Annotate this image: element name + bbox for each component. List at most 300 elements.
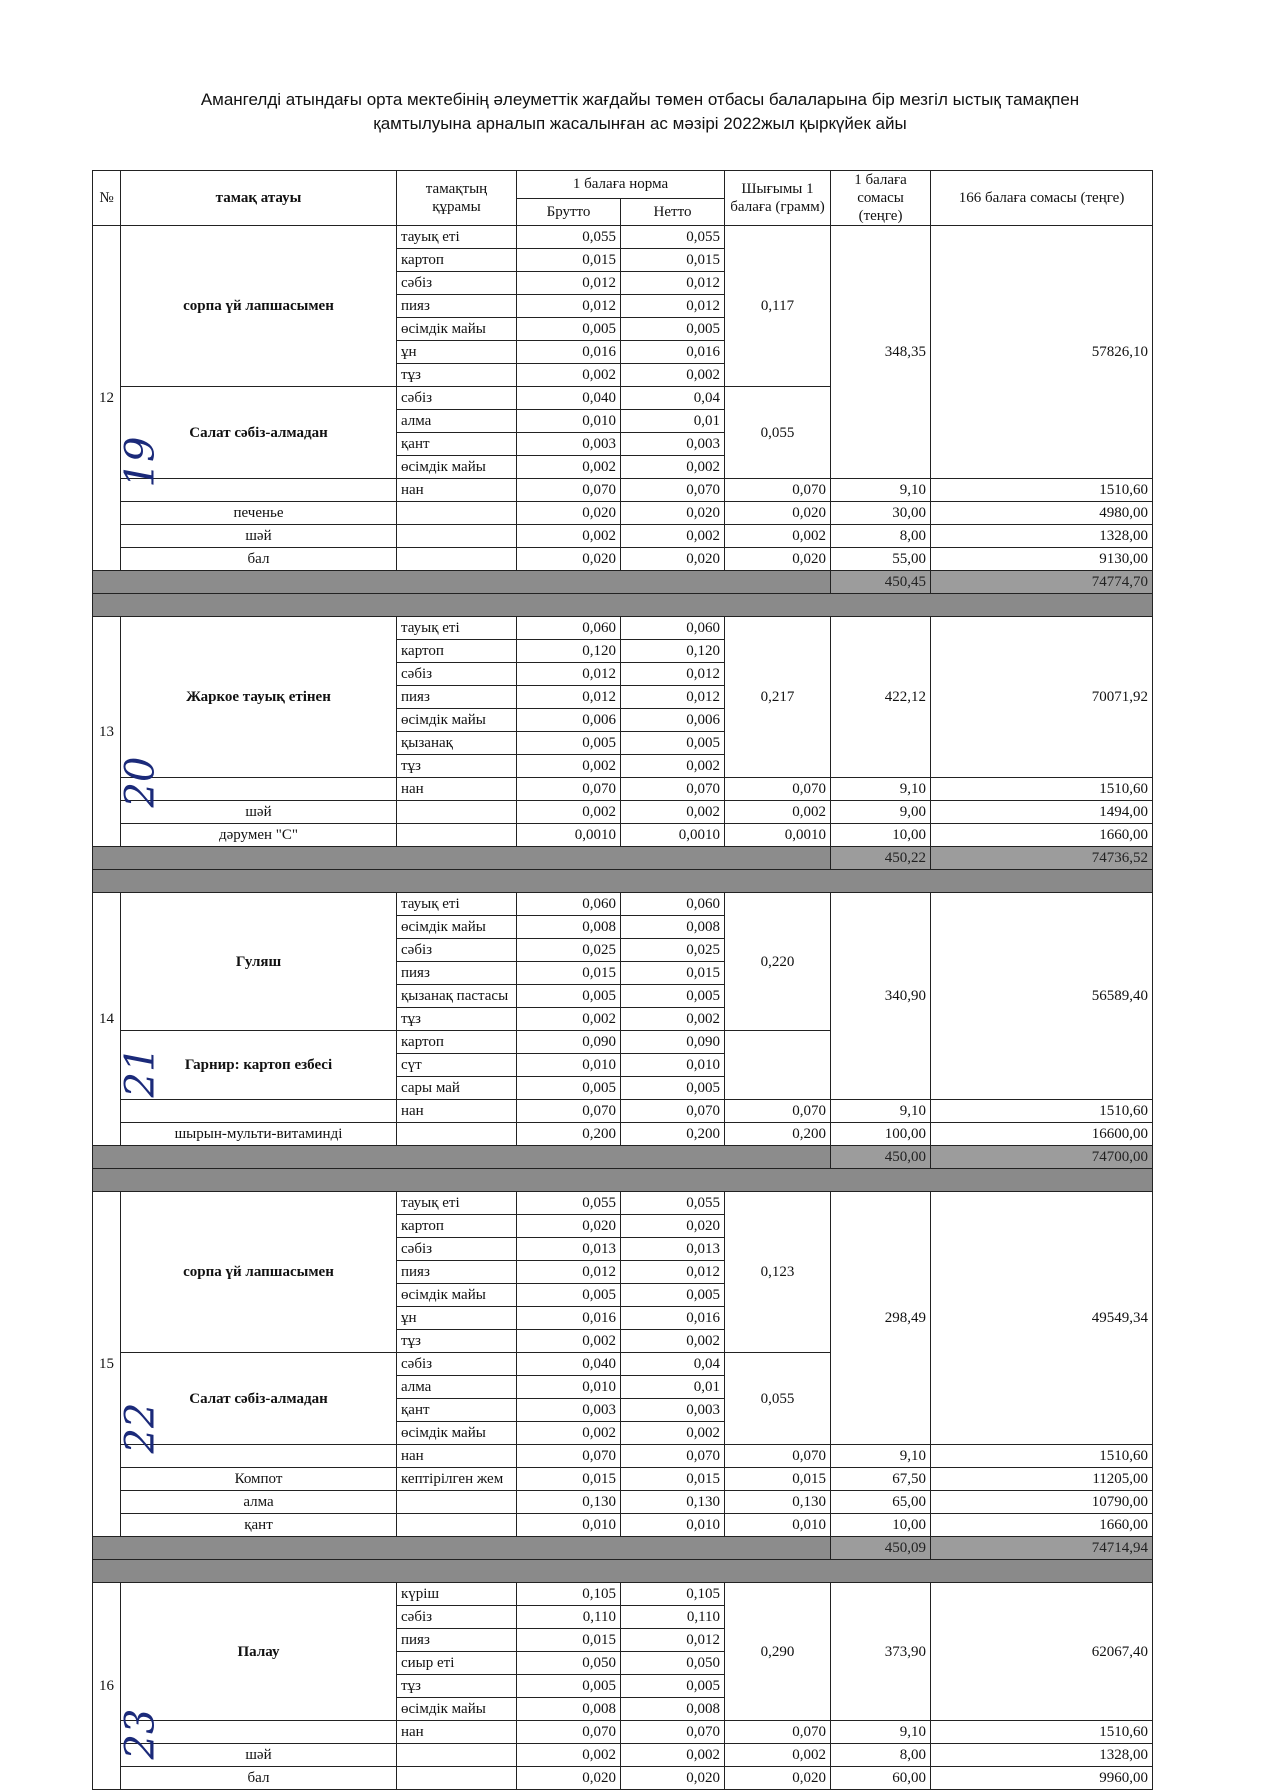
brutto-value: 0,006 [517,709,621,732]
brutto-value: 0,010 [517,1054,621,1077]
netto-value: 0,005 [621,1077,725,1100]
netto-value: 0,120 [621,640,725,663]
ingredient-name: өсімдік майы [397,709,517,732]
netto-value: 0,003 [621,1399,725,1422]
handwritten-day-mark: 19 [116,436,163,488]
netto-value: 0,006 [621,709,725,732]
netto-value: 0,016 [621,1307,725,1330]
extra-item-name [121,1100,397,1123]
extra-item-name: печенье [121,502,397,525]
netto-value: 0,015 [621,249,725,272]
brutto-value: 0,016 [517,1307,621,1330]
extra-item-name: шәй [121,1744,397,1767]
brutto-value: 0,0010 [517,824,621,847]
day-number: 16 [93,1583,121,1790]
brutto-value: 0,002 [517,755,621,778]
netto-value: 0,013 [621,1238,725,1261]
price-166-value: 1328,00 [931,1744,1153,1767]
day-separator [93,870,1153,893]
dish-output: 0,123 [725,1192,831,1353]
dish-name: сорпа үй лапшасымен [121,1192,397,1353]
day-number: 15 [93,1192,121,1537]
extra-item-composition [397,801,517,824]
dish-name: Гуляш [121,893,397,1031]
dish-name: Салат сәбіз-алмадан [121,1353,397,1445]
dish-price-1: 298,49 [831,1192,931,1445]
netto-value: 0,060 [621,617,725,640]
ingredient-name: тауық еті [397,617,517,640]
menu-table [92,170,1153,1790]
total-blank [93,847,831,870]
netto-value: 0,002 [621,1008,725,1031]
dish-output: 0,290 [725,1583,831,1721]
extra-item-composition [397,1767,517,1790]
extra-item-name: шәй [121,801,397,824]
handwritten-day-mark: 20 [116,756,163,808]
netto-value: 0,012 [621,272,725,295]
netto-value: 0,005 [621,1284,725,1307]
netto-value: 0,110 [621,1606,725,1629]
netto-value: 0,002 [621,456,725,479]
header-row-1 [93,171,1153,199]
brutto-value: 0,055 [517,1192,621,1215]
extra-item-row [93,1721,1153,1744]
output-value: 0,0010 [725,824,831,847]
price-166-value: 11205,00 [931,1468,1153,1491]
brutto-value: 0,050 [517,1652,621,1675]
brutto-value: 0,010 [517,410,621,433]
netto-value: 0,020 [621,502,725,525]
netto-value: 0,016 [621,341,725,364]
brutto-value: 0,005 [517,985,621,1008]
ingredient-name: сиыр еті [397,1652,517,1675]
extra-item-composition [397,1123,517,1146]
brutto-value: 0,070 [517,778,621,801]
extra-item-name: алма [121,1491,397,1514]
brutto-value: 0,005 [517,732,621,755]
brutto-value: 0,015 [517,249,621,272]
brutto-value: 0,060 [517,617,621,640]
extra-item-composition: нан [397,1445,517,1468]
composition-row [93,617,1153,640]
netto-value: 0,050 [621,1652,725,1675]
output-value: 0,020 [725,1767,831,1790]
ingredient-name: тұз [397,364,517,387]
brutto-value: 0,015 [517,1468,621,1491]
price-166-value: 9960,00 [931,1767,1153,1790]
day-total-price-1: 450,45 [831,571,931,594]
day-total-price-166: 74700,00 [931,1146,1153,1169]
brutto-value: 0,008 [517,916,621,939]
extra-item-composition [397,1744,517,1767]
netto-value: 0,130 [621,1491,725,1514]
netto-value: 0,012 [621,1261,725,1284]
price-1-value: 100,00 [831,1123,931,1146]
netto-value: 0,070 [621,1100,725,1123]
extra-item-composition [397,1491,517,1514]
ingredient-name: өсімдік майы [397,916,517,939]
col-header-name: тамақ атауы [121,171,397,226]
netto-value: 0,090 [621,1031,725,1054]
netto-value: 0,01 [621,1376,725,1399]
extra-item-composition: нан [397,1100,517,1123]
extra-item-name: бал [121,548,397,571]
brutto-value: 0,120 [517,640,621,663]
brutto-value: 0,002 [517,1422,621,1445]
netto-value: 0,015 [621,962,725,985]
separator-cell [93,1560,1153,1583]
netto-value: 0,005 [621,732,725,755]
total-blank [93,1146,831,1169]
extra-item-composition [397,525,517,548]
netto-value: 0,012 [621,686,725,709]
price-166-value: 1494,00 [931,801,1153,824]
netto-value: 0,002 [621,525,725,548]
dish-price-1: 348,35 [831,226,931,479]
netto-value: 0,020 [621,1767,725,1790]
extra-item-row [93,1100,1153,1123]
brutto-value: 0,005 [517,1077,621,1100]
ingredient-name: сәбіз [397,387,517,410]
ingredient-name: тұз [397,1675,517,1698]
col-header-brutto: Брутто [517,198,621,226]
price-166-value: 1510,60 [931,778,1153,801]
ingredient-name: сәбіз [397,1353,517,1376]
extra-item-row [93,548,1153,571]
netto-value: 0,01 [621,410,725,433]
ingredient-name: пияз [397,1261,517,1284]
day-separator [93,594,1153,617]
netto-value: 0,010 [621,1514,725,1537]
document-title-line-1: Амангелді атындағы орта мектебінің әлеуметтік жағдайы төмен отбасы балаларына бір мезгіл ыстық тамақпен [200,90,1080,109]
netto-value: 0,010 [621,1054,725,1077]
price-1-value: 55,00 [831,548,931,571]
brutto-value: 0,090 [517,1031,621,1054]
netto-value: 0,070 [621,479,725,502]
composition-row [93,1583,1153,1606]
col-header-price-166: 166 балаға сомасы (теңге) [931,171,1153,226]
separator-cell [93,1169,1153,1192]
menu-table-body [93,226,1153,1790]
extra-item-name: бал [121,1767,397,1790]
dish-name: Жаркое тауық етінен [121,617,397,778]
netto-value: 0,105 [621,1583,725,1606]
ingredient-name: қызанақ [397,732,517,755]
price-1-value: 9,10 [831,1721,931,1744]
day-total-row [93,571,1153,594]
extra-item-row [93,1514,1153,1537]
netto-value: 0,002 [621,801,725,824]
ingredient-name: сәбіз [397,272,517,295]
price-166-value: 9130,00 [931,548,1153,571]
dish-price-1: 422,12 [831,617,931,778]
extra-item-row [93,1123,1153,1146]
output-value: 0,020 [725,548,831,571]
output-value: 0,070 [725,1721,831,1744]
handwritten-day-mark: 22 [116,1402,163,1454]
netto-value: 0,04 [621,387,725,410]
brutto-value: 0,012 [517,663,621,686]
brutto-value: 0,200 [517,1123,621,1146]
brutto-value: 0,012 [517,272,621,295]
composition-row [93,1192,1153,1215]
ingredient-name: тауық еті [397,893,517,916]
extra-item-composition [397,502,517,525]
price-166-value: 1328,00 [931,525,1153,548]
netto-value: 0,005 [621,318,725,341]
price-166-value: 1510,60 [931,479,1153,502]
ingredient-name: өсімдік майы [397,1698,517,1721]
extra-item-row [93,1744,1153,1767]
netto-value: 0,055 [621,226,725,249]
ingredient-name: тұз [397,755,517,778]
price-1-value: 8,00 [831,525,931,548]
output-value: 0,002 [725,801,831,824]
day-total-row [93,847,1153,870]
ingredient-name: картоп [397,249,517,272]
extra-item-row [93,824,1153,847]
price-1-value: 9,00 [831,801,931,824]
day-separator [93,1560,1153,1583]
extra-item-row [93,801,1153,824]
brutto-value: 0,070 [517,1445,621,1468]
ingredient-name: қант [397,1399,517,1422]
extra-item-composition: нан [397,778,517,801]
col-header-output: Шығымы 1 балаға (грамм) [725,171,831,226]
day-total-price-1: 450,09 [831,1537,931,1560]
brutto-value: 0,040 [517,387,621,410]
day-separator [93,1169,1153,1192]
output-value: 0,002 [725,1744,831,1767]
brutto-value: 0,012 [517,686,621,709]
brutto-value: 0,002 [517,1008,621,1031]
price-1-value: 65,00 [831,1491,931,1514]
brutto-value: 0,015 [517,1629,621,1652]
netto-value: 0,005 [621,985,725,1008]
output-value: 0,015 [725,1468,831,1491]
ingredient-name: тұз [397,1008,517,1031]
ingredient-name: сары май [397,1077,517,1100]
ingredient-name: өсімдік майы [397,1284,517,1307]
netto-value: 0,012 [621,1629,725,1652]
handwritten-day-mark: 23 [116,1708,163,1760]
dish-output: 0,055 [725,1353,831,1445]
price-1-value: 60,00 [831,1767,931,1790]
netto-value: 0,070 [621,1445,725,1468]
ingredient-name: ұн [397,341,517,364]
dish-name: Палау [121,1583,397,1721]
brutto-value: 0,055 [517,226,621,249]
ingredient-name: қызанақ пастасы [397,985,517,1008]
day-total-row [93,1146,1153,1169]
brutto-value: 0,013 [517,1238,621,1261]
brutto-value: 0,002 [517,456,621,479]
netto-value: 0,025 [621,939,725,962]
netto-value: 0,020 [621,548,725,571]
extra-item-name: дәрумен "С" [121,824,397,847]
brutto-value: 0,020 [517,502,621,525]
extra-item-composition [397,824,517,847]
ingredient-name: тұз [397,1330,517,1353]
ingredient-name: тауық еті [397,226,517,249]
brutto-value: 0,005 [517,1675,621,1698]
ingredient-name: картоп [397,1215,517,1238]
netto-value: 0,015 [621,1468,725,1491]
output-value: 0,070 [725,479,831,502]
handwritten-day-mark: 21 [116,1046,163,1098]
ingredient-name: күріш [397,1583,517,1606]
price-166-value: 10790,00 [931,1491,1153,1514]
netto-value: 0,04 [621,1353,725,1376]
day-total-price-166: 74774,70 [931,571,1153,594]
ingredient-name: өсімдік майы [397,318,517,341]
dish-output: 0,117 [725,226,831,387]
dish-name: Гарнир: картоп езбесі [121,1031,397,1100]
brutto-value: 0,105 [517,1583,621,1606]
brutto-value: 0,130 [517,1491,621,1514]
col-header-netto: Нетто [621,198,725,226]
col-header-price-1: 1 балаға сомасы (теңге) [831,171,931,226]
price-166-value: 4980,00 [931,502,1153,525]
price-1-value: 9,10 [831,1100,931,1123]
brutto-value: 0,070 [517,479,621,502]
netto-value: 0,008 [621,1698,725,1721]
price-166-value: 1510,60 [931,1100,1153,1123]
composition-row [93,893,1153,916]
brutto-value: 0,015 [517,962,621,985]
price-1-value: 10,00 [831,824,931,847]
ingredient-name: тауық еті [397,1192,517,1215]
netto-value: 0,002 [621,1422,725,1445]
dish-output: 0,055 [725,387,831,479]
ingredient-name: картоп [397,640,517,663]
ingredient-name: алма [397,410,517,433]
output-value: 0,020 [725,502,831,525]
price-166-value: 16600,00 [931,1123,1153,1146]
total-blank [93,1537,831,1560]
brutto-value: 0,002 [517,364,621,387]
extra-item-row [93,502,1153,525]
output-value: 0,070 [725,1100,831,1123]
day-total-price-166: 74714,94 [931,1537,1153,1560]
col-header-no: № [93,171,121,226]
extra-item-row [93,525,1153,548]
day-number: 12 [93,226,121,571]
ingredient-name: сәбіз [397,663,517,686]
price-166-value: 1510,60 [931,1721,1153,1744]
netto-value: 0,002 [621,755,725,778]
dish-price-166: 49549,34 [931,1192,1153,1445]
ingredient-name: өсімдік майы [397,1422,517,1445]
extra-item-row [93,1767,1153,1790]
brutto-value: 0,002 [517,801,621,824]
day-total-price-1: 450,22 [831,847,931,870]
price-1-value: 10,00 [831,1514,931,1537]
output-value: 0,130 [725,1491,831,1514]
brutto-value: 0,012 [517,295,621,318]
extra-item-row [93,1468,1153,1491]
brutto-value: 0,070 [517,1721,621,1744]
dish-price-166: 57826,10 [931,226,1153,479]
brutto-value: 0,025 [517,939,621,962]
extra-item-composition [397,1514,517,1537]
document-title-line-2: қамтылуына арналып жасалынған ас мәзірі 2022жыл қыркүйек айы [373,114,907,133]
brutto-value: 0,005 [517,1284,621,1307]
price-1-value: 8,00 [831,1744,931,1767]
price-1-value: 30,00 [831,502,931,525]
day-number: 13 [93,617,121,847]
day-total-price-1: 450,00 [831,1146,931,1169]
total-blank [93,571,831,594]
ingredient-name: ұн [397,1307,517,1330]
brutto-value: 0,010 [517,1376,621,1399]
netto-value: 0,003 [621,433,725,456]
brutto-value: 0,020 [517,1215,621,1238]
extra-item-name: Компот [121,1468,397,1491]
dish-output: 0,220 [725,893,831,1031]
output-value: 0,200 [725,1123,831,1146]
ingredient-name: сүт [397,1054,517,1077]
brutto-value: 0,012 [517,1261,621,1284]
brutto-value: 0,016 [517,341,621,364]
ingredient-name: сәбіз [397,1238,517,1261]
brutto-value: 0,005 [517,318,621,341]
extra-item-composition: нан [397,479,517,502]
dish-name: Салат сәбіз-алмадан [121,387,397,479]
col-header-norm: 1 балаға норма [517,171,725,199]
brutto-value: 0,110 [517,1606,621,1629]
price-1-value: 67,50 [831,1468,931,1491]
netto-value: 0,070 [621,778,725,801]
ingredient-name: сәбіз [397,1606,517,1629]
brutto-value: 0,002 [517,1744,621,1767]
brutto-value: 0,010 [517,1514,621,1537]
price-166-value: 1510,60 [931,1445,1153,1468]
ingredient-name: пияз [397,962,517,985]
price-1-value: 9,10 [831,778,931,801]
extra-item-name: шырын-мульти-витаминді [121,1123,397,1146]
ingredient-name: қант [397,433,517,456]
netto-value: 0,012 [621,663,725,686]
price-1-value: 9,10 [831,479,931,502]
dish-price-166: 56589,40 [931,893,1153,1100]
dish-name: сорпа үй лапшасымен [121,226,397,387]
day-number: 14 [93,893,121,1146]
separator-cell [93,870,1153,893]
brutto-value: 0,020 [517,1767,621,1790]
brutto-value: 0,040 [517,1353,621,1376]
netto-value: 0,002 [621,364,725,387]
extra-item-name: шәй [121,525,397,548]
netto-value: 0,055 [621,1192,725,1215]
brutto-value: 0,003 [517,433,621,456]
output-value: 0,010 [725,1514,831,1537]
output-value: 0,070 [725,1445,831,1468]
separator-cell [93,594,1153,617]
ingredient-name: сәбіз [397,939,517,962]
col-header-composition: тамақтың құрамы [397,171,517,226]
brutto-value: 0,060 [517,893,621,916]
output-value: 0,002 [725,525,831,548]
day-total-row [93,1537,1153,1560]
dish-price-166: 62067,40 [931,1583,1153,1721]
netto-value: 0,060 [621,893,725,916]
ingredient-name: өсімдік майы [397,456,517,479]
ingredient-name: пияз [397,686,517,709]
day-total-price-166: 74736,52 [931,847,1153,870]
brutto-value: 0,002 [517,1330,621,1353]
extra-item-row [93,778,1153,801]
